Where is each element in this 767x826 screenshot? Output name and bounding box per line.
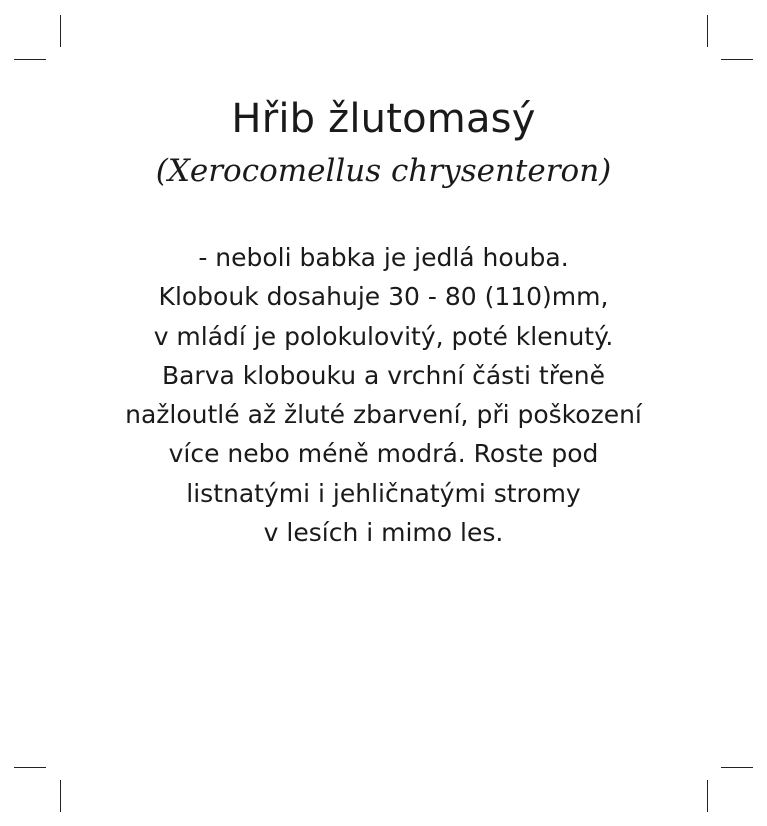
- description-line: Barva klobouku a vrchní části třeně: [161, 360, 606, 390]
- latin-name: (Xerocomellus chrysenteron): [155, 153, 612, 189]
- crop-mark-top-left-horizontal: [14, 59, 46, 60]
- crop-mark-bottom-right-horizontal: [721, 767, 753, 768]
- crop-mark-bottom-left-vertical: [60, 780, 61, 812]
- description-line: nažloutlé až žluté zbarvení, při poškození: [125, 400, 642, 430]
- crop-mark-top-left-vertical: [60, 15, 61, 47]
- description-line: více nebo méně modrá. Roste pod: [168, 439, 599, 469]
- crop-mark-bottom-right-vertical: [707, 780, 708, 812]
- description-line: Klobouk dosahuje 30 - 80 (110)mm,: [158, 282, 609, 312]
- description-text: [0, 238, 767, 552]
- description-line: listnatými i jehličnatými stromy: [186, 478, 581, 508]
- description-line: v lesích i mimo les.: [263, 518, 504, 548]
- crop-mark-top-right-vertical: [707, 15, 708, 47]
- crop-mark-bottom-left-horizontal: [14, 767, 46, 768]
- description-line: - neboli babka je jedlá houba.: [198, 243, 569, 272]
- page-title: Hřib žlutomasý: [231, 96, 536, 142]
- description-line: v mládí je polokulovitý, poté klenutý.: [153, 321, 614, 351]
- crop-mark-top-right-horizontal: [721, 59, 753, 60]
